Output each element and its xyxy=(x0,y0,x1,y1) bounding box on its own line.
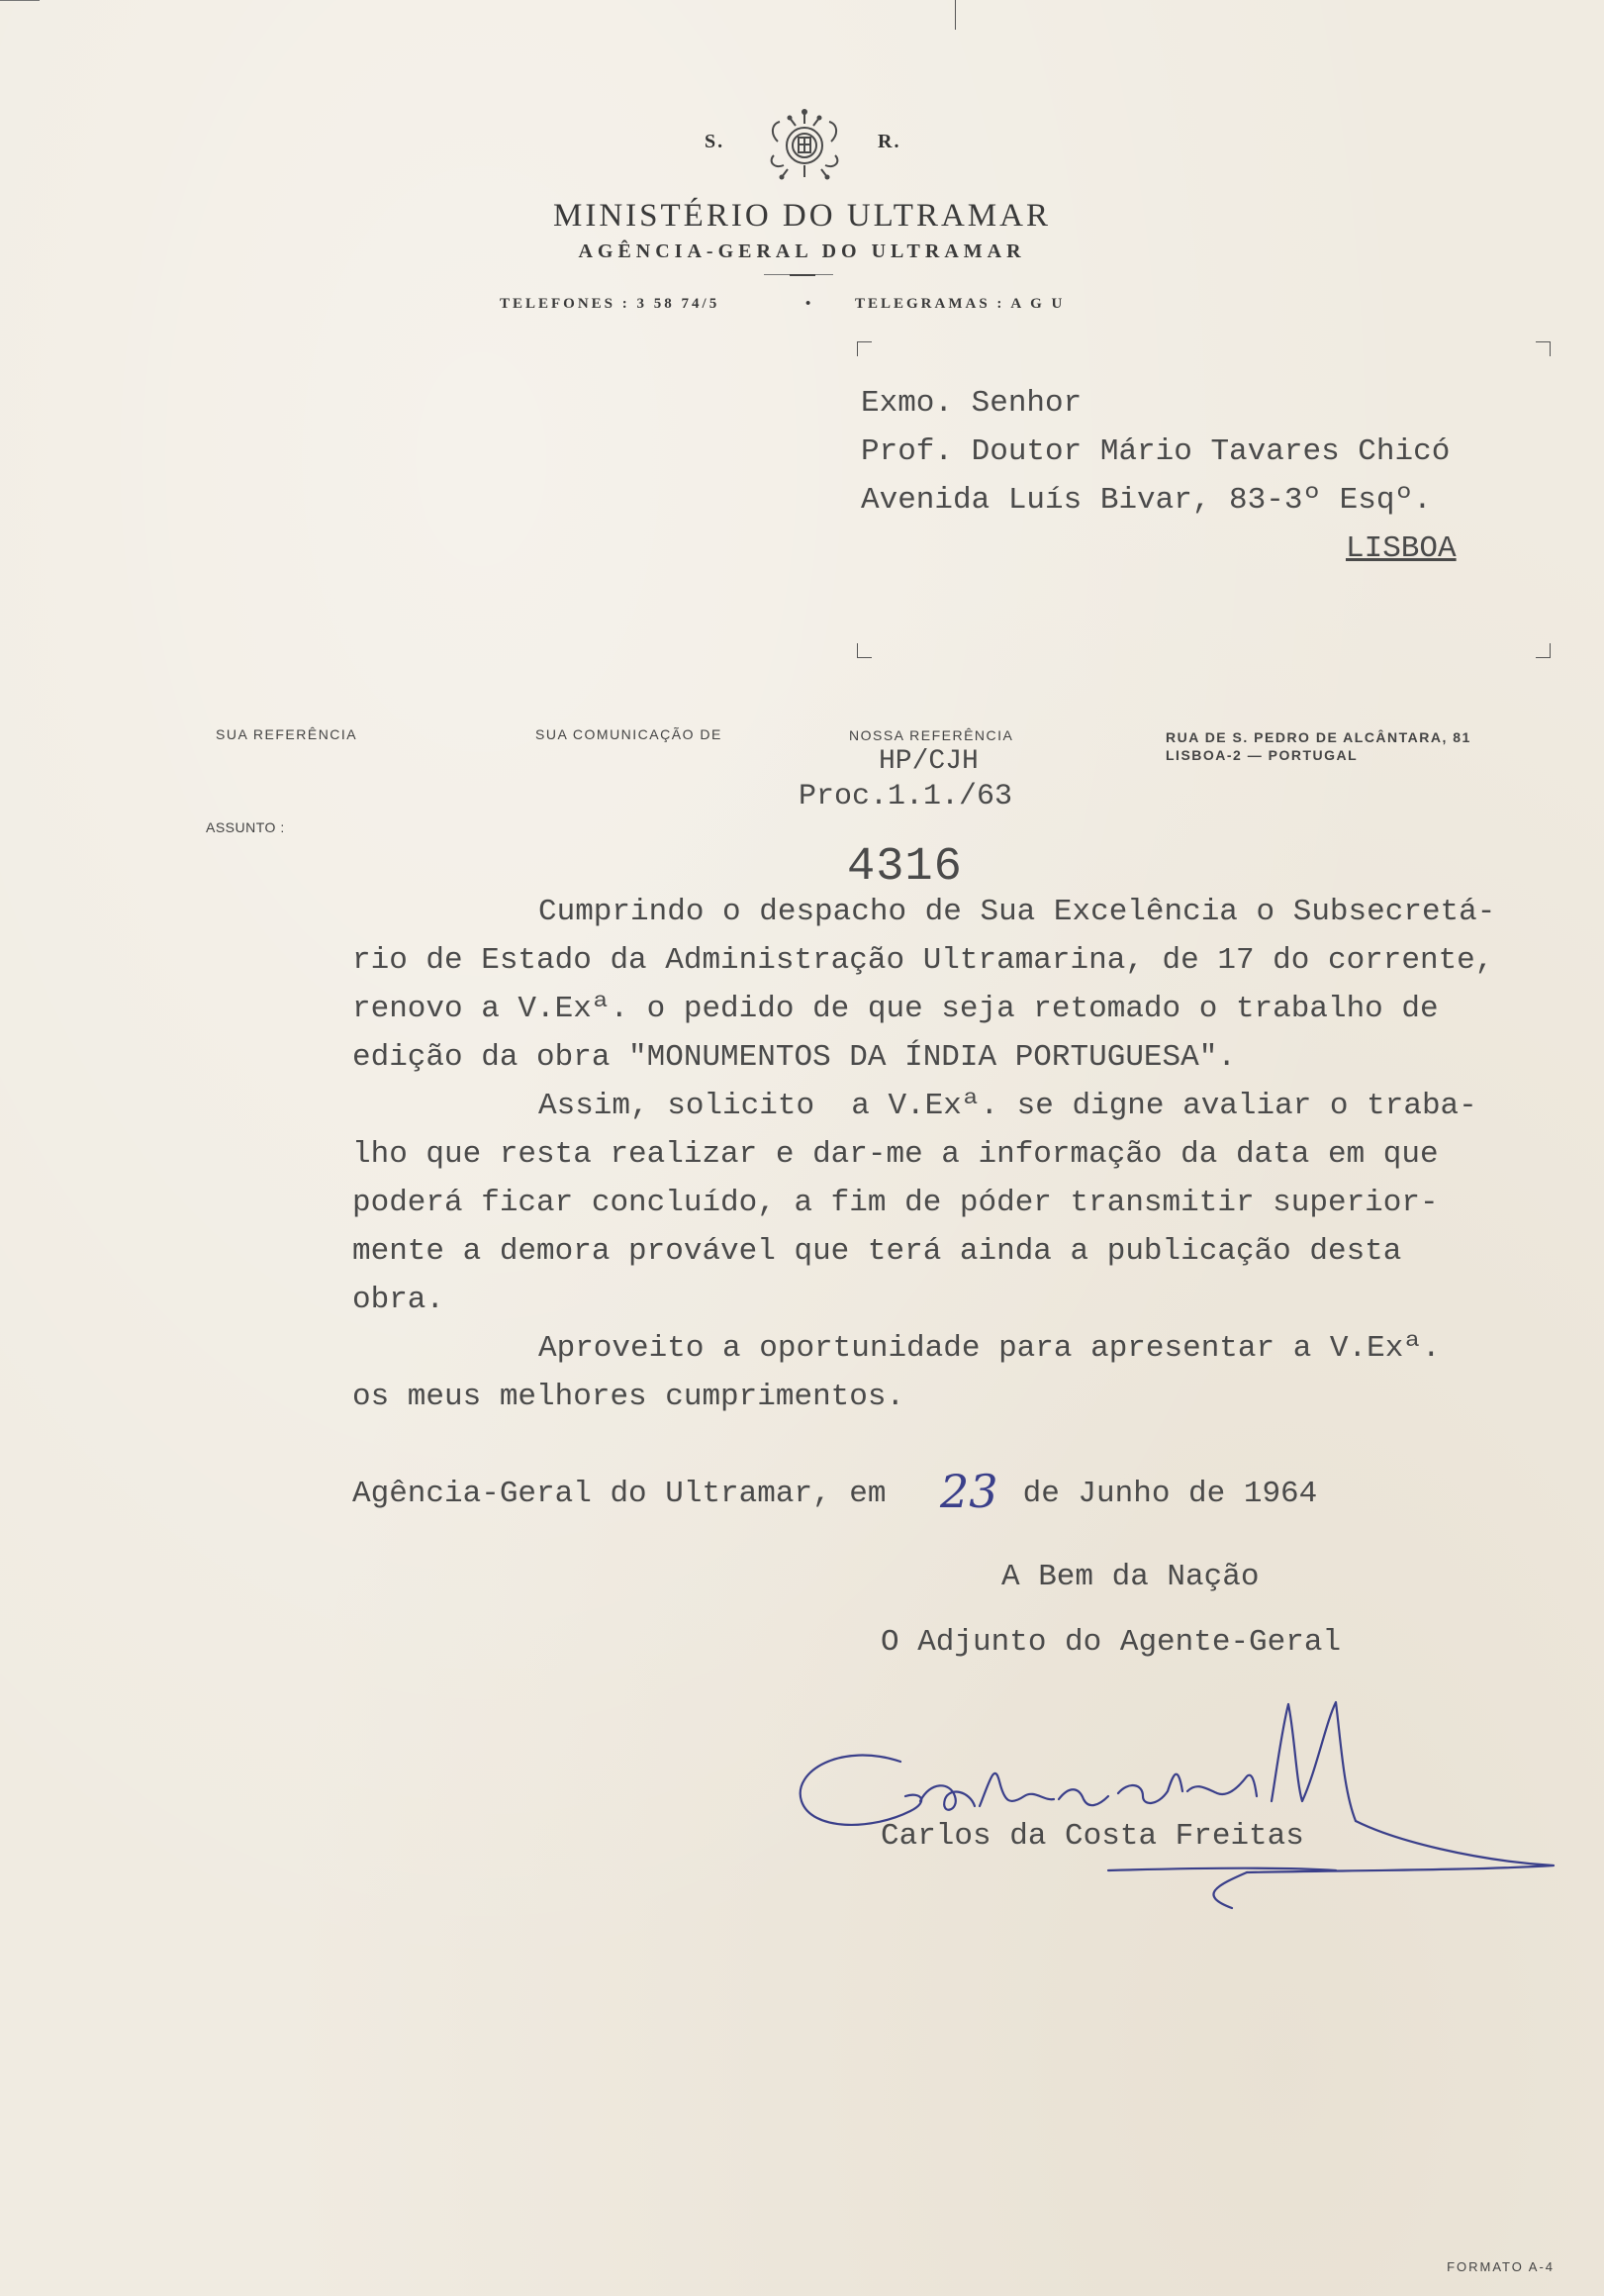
signatory-title: O Adjunto do Agente-Geral xyxy=(881,1625,1342,1660)
telephone-numbers: TELEFONES : 3 58 74/5 xyxy=(500,296,720,312)
sender-address-line1: RUA DE S. PEDRO DE ALCÂNTARA, 81 xyxy=(1166,729,1471,745)
date-day-handwritten: 23 xyxy=(940,1465,998,1518)
body-line: obra. xyxy=(352,1283,445,1317)
window-corner-bottom-right xyxy=(1536,643,1551,658)
recipient-street: Avenida Luís Bivar, 83-3º Esqº. xyxy=(861,483,1432,518)
window-corner-top-left xyxy=(857,341,872,356)
recipient-salutation: Exmo. Senhor xyxy=(861,386,1083,421)
body-line: Aproveito a oportunidade para apresentar a V.Exª. xyxy=(538,1331,1441,1366)
recipient-city: LISBOA xyxy=(1346,531,1457,566)
document-number: 4316 xyxy=(847,841,963,894)
paper-format-label: FORMATO A-4 xyxy=(1447,2259,1555,2274)
label-sua-referencia: SUA REFERÊNCIA xyxy=(216,726,358,742)
body-line: mente a demora provável que terá ainda a publicação desta xyxy=(352,1234,1402,1269)
margin-mark xyxy=(0,0,40,1)
signature xyxy=(782,1682,1573,1910)
date-rest: de Junho de 1964 xyxy=(1004,1477,1318,1511)
sender-address-line2: LISBOA-2 — PORTUGAL xyxy=(1166,747,1359,763)
our-reference-process: Proc.1.1./63 xyxy=(799,780,1013,813)
body-line: renovo a V.Exª. o pedido de que seja retomado o trabalho de xyxy=(352,992,1439,1026)
body-line: lho que resta realizar e dar-me a informação da data em que xyxy=(352,1137,1439,1172)
fold-mark xyxy=(955,0,956,30)
r-mark: R. xyxy=(878,131,901,152)
date-place: Agência-Geral do Ultramar, em xyxy=(352,1477,887,1511)
separator-bullet: • xyxy=(805,296,814,312)
body-line: edição da obra "MONUMENTOS DA ÍNDIA PORTUGUESA". xyxy=(352,1040,1236,1075)
window-corner-top-right xyxy=(1536,341,1551,356)
body-line: rio de Estado da Administração Ultramarina, de 17 do corrente, xyxy=(352,943,1494,978)
ministry-title: MINISTÉRIO DO ULTRAMAR xyxy=(553,198,1051,234)
recipient-name: Prof. Doutor Mário Tavares Chicó xyxy=(861,434,1451,469)
our-reference-initials: HP/CJH xyxy=(879,746,979,777)
s-mark: S. xyxy=(705,131,725,152)
agency-title: AGÊNCIA-GERAL DO ULTRAMAR xyxy=(578,240,1026,262)
coat-of-arms-icon xyxy=(760,104,849,183)
label-sua-comunicacao: SUA COMUNICAÇÃO DE xyxy=(535,726,722,742)
body-line: poderá ficar concluído, a fim de póder transmitir superior- xyxy=(352,1186,1439,1220)
body-line: os meus melhores cumprimentos. xyxy=(352,1380,905,1414)
label-assunto: ASSUNTO : xyxy=(206,819,285,835)
body-line: Assim, solicito a V.Exª. se digne avaliar o traba- xyxy=(538,1089,1477,1123)
divider xyxy=(790,274,815,276)
label-nossa-referencia: NOSSA REFERÊNCIA xyxy=(849,727,1014,743)
signatory-name: Carlos da Costa Freitas xyxy=(881,1819,1304,1854)
window-corner-bottom-left xyxy=(857,643,872,658)
body-line: Cumprindo o despacho de Sua Excelência o Subsecretá- xyxy=(538,895,1496,929)
closing-salutation: A Bem da Nação xyxy=(1001,1560,1260,1594)
telegram-address: TELEGRAMAS : A G U xyxy=(855,296,1066,312)
